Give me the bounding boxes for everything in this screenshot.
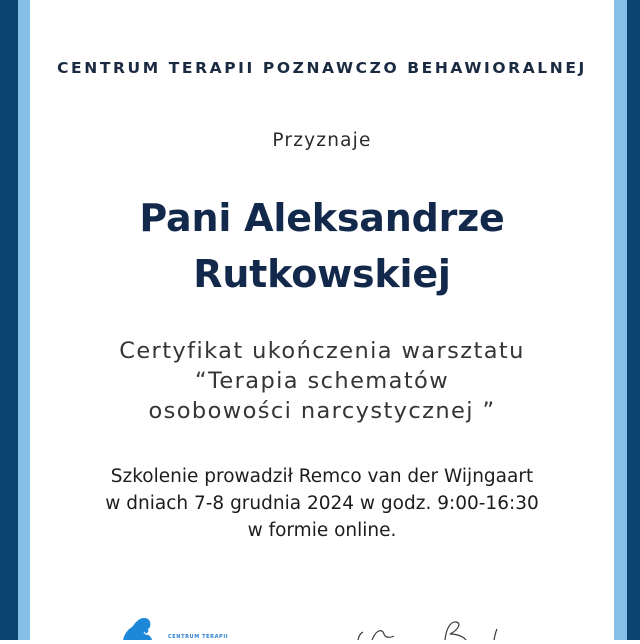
recipient-name-line2: Rutkowskiej: [193, 252, 451, 296]
border-dark-right: [627, 0, 640, 640]
signature-stroke-icon: [350, 610, 510, 640]
signature: [350, 610, 510, 640]
organization-logo: [118, 617, 248, 640]
training-details: [30, 463, 614, 544]
training-details-line3: w formie online.: [247, 520, 397, 541]
border-light-left: [18, 0, 30, 640]
certificate-title-line1: Certyfikat ukończenia warsztatu: [119, 338, 525, 364]
recipient-name: [30, 190, 614, 302]
thinker-silhouette-icon: [118, 617, 168, 640]
logo-text: CENTRUM TERAPII: [168, 634, 229, 640]
training-details-line2: w dniach 7-8 grudnia 2024 w godz. 9:00-16:30: [105, 493, 539, 514]
awards-label: Przyznaje: [272, 130, 372, 151]
training-details-line1: Szkolenie prowadził Remco van der Wijngaart: [110, 466, 534, 487]
border-dark-left: [0, 0, 18, 640]
certificate-title: [30, 336, 614, 426]
certificate-title-line3: osobowości narcystycznej ”: [148, 398, 496, 424]
border-light-right: [614, 0, 627, 640]
recipient-name-line1: Pani Aleksandrze: [139, 196, 505, 240]
certificate-title-line2: “Terapia schematów: [194, 368, 450, 394]
organization-heading: CENTRUM TERAPII POZNAWCZO BEHAWIORALNEJ: [57, 59, 587, 77]
